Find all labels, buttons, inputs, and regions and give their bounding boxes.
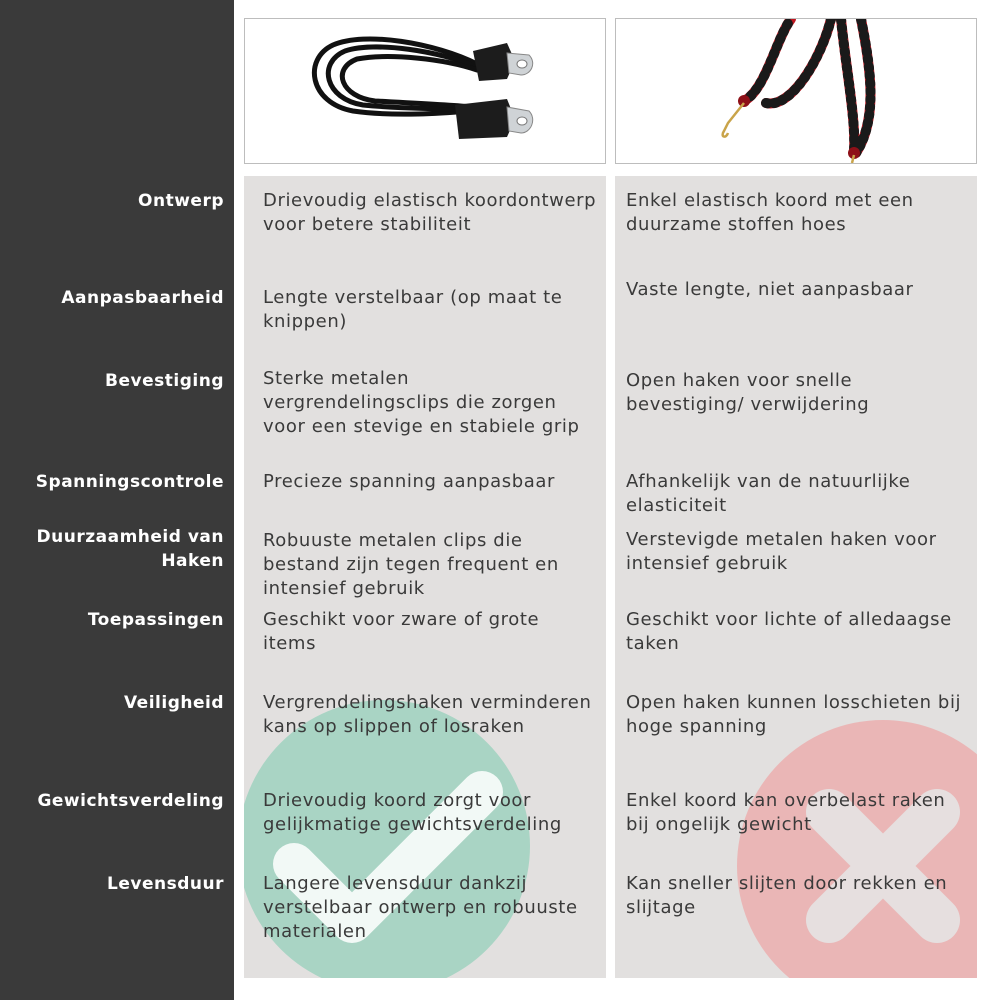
product-a-image: [244, 18, 606, 164]
row-spanningscontrole-product-a: Precieze spanning aanpasbaar: [263, 471, 556, 492]
red-bungee-cord-icon: [616, 19, 977, 164]
row-label-aanpasbaarheid: Aanpasbaarheid: [61, 288, 224, 308]
row-gewichtsverdeling-product-b: Enkel koord kan overbelast raken bij ongelijk gewicht: [626, 790, 946, 835]
cross-icon: [733, 716, 977, 978]
row-duurzaamheid-van-haken-product-a: Robuuste metalen clips die bestand zijn tegen frequent en intensief gebruik: [263, 530, 559, 599]
product-b-column: [615, 176, 977, 978]
row-toepassingen-product-a: Geschikt voor zware of grote items: [263, 609, 540, 654]
row-veiligheid-product-a: Vergrendelingshaken verminderen kans op slippen of losraken: [263, 692, 592, 737]
row-label-bevestiging: Bevestiging: [105, 371, 224, 391]
black-bungee-cord-icon: [245, 19, 606, 164]
row-bevestiging-product-a: Sterke metalen vergrendelingsclips die zorgen voor een stevige en stabiele grip: [263, 368, 580, 437]
row-label-veiligheid: Veiligheid: [123, 693, 224, 713]
product-a-column: [244, 176, 606, 978]
row-label-duurzaamheid-van-haken: Duurzaamheid van Haken: [36, 527, 224, 571]
row-aanpasbaarheid-product-a: Lengte verstelbaar (op maat te knippen): [263, 287, 563, 332]
row-ontwerp-product-b: Enkel elastisch koord met een duurzame stoffen hoes: [626, 190, 914, 235]
row-ontwerp-product-a: Drievoudig elastisch koordontwerp voor betere stabiliteit: [263, 190, 597, 235]
row-label-levensduur: Levensduur: [107, 874, 224, 894]
row-label-spanningscontrole: Spanningscontrole: [35, 472, 224, 492]
row-label-gewichtsverdeling: Gewichtsverdeling: [37, 791, 224, 811]
row-label-toepassingen: Toepassingen: [87, 610, 224, 630]
row-label-ontwerp: Ontwerp: [138, 191, 224, 211]
row-labels-sidebar: [0, 0, 234, 1000]
row-gewichtsverdeling-product-a: Drievoudig koord zorgt voor gelijkmatige gewichtsverdeling: [263, 790, 562, 835]
row-toepassingen-product-b: Geschikt voor lichte of alledaagse taken: [626, 609, 952, 654]
product-b-image: [615, 18, 977, 164]
row-spanningscontrole-product-b: Afhankelijk van de natuurlijke elasticiteit: [626, 471, 911, 516]
row-veiligheid-product-b: Open haken kunnen losschieten bij hoge spanning: [626, 692, 962, 737]
row-levensduur-product-b: Kan sneller slijten door rekken en slijtage: [626, 873, 948, 918]
row-levensduur-product-a: Langere levensduur dankzij verstelbaar ontwerp en robuuste materialen: [263, 873, 578, 942]
row-aanpasbaarheid-product-b: Vaste lengte, niet aanpasbaar: [626, 279, 914, 300]
row-duurzaamheid-van-haken-product-b: Verstevigde metalen haken voor intensief gebruik: [626, 529, 937, 574]
row-bevestiging-product-b: Open haken voor snelle bevestiging/ verwijdering: [626, 370, 870, 415]
